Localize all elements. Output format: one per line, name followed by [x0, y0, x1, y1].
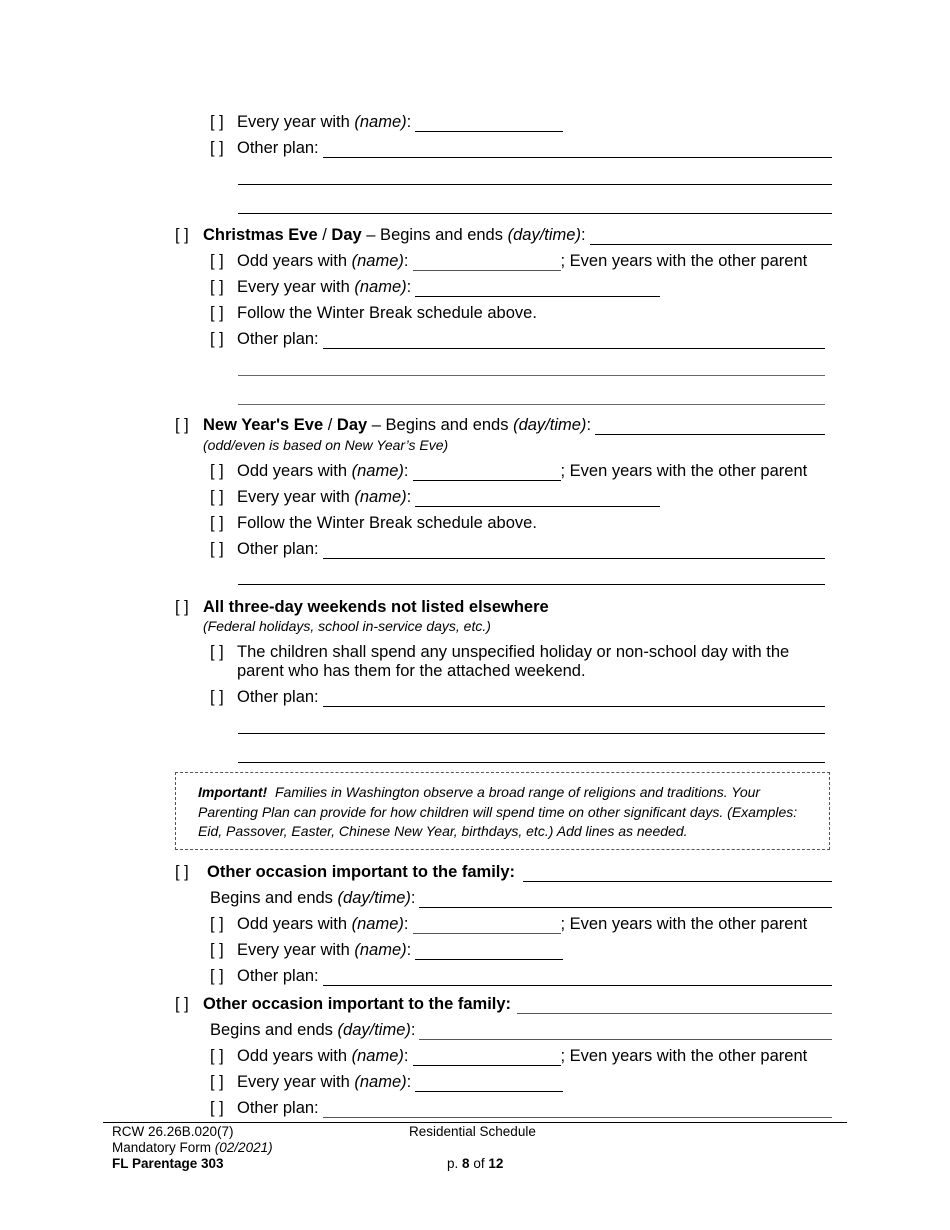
page-total: 12 [488, 1156, 504, 1171]
follow-winter-option [210, 513, 537, 533]
slash: / [327, 416, 333, 434]
important-notice [175, 772, 830, 850]
colon: : [406, 278, 412, 296]
colon: : [403, 462, 409, 480]
day-time-field[interactable] [419, 891, 832, 908]
name-hint: (name) [351, 252, 404, 270]
other-plan-field[interactable] [323, 969, 832, 986]
option-label: Every year with [237, 113, 350, 131]
unspecified-holiday-option-cont [237, 661, 586, 681]
even-years-text: ; Even years with the other parent [560, 252, 808, 270]
other-plan-field[interactable] [323, 690, 825, 707]
slash: / [322, 226, 327, 244]
option-label: Every year with [237, 488, 350, 506]
writing-line[interactable] [238, 584, 825, 585]
odd-years-option [210, 914, 807, 934]
writing-line[interactable] [238, 762, 825, 763]
follow-winter-option [210, 303, 537, 323]
day-time-hint: (day/time) [513, 416, 587, 434]
name-hint: (name) [351, 915, 404, 933]
option-label: Odd years with [237, 915, 348, 933]
name-field[interactable] [415, 943, 563, 960]
footer-date: (02/2021) [214, 1140, 273, 1155]
begins-ends-label: Begins and ends [210, 889, 333, 907]
day-time-field[interactable] [590, 228, 832, 245]
writing-line[interactable] [238, 213, 832, 214]
important-text: Families in Washington observe a broad range of religions and traditions. Your Parenting Plan can provide for how children will spend time on other significant days. (Examples: Eid, Passover, Easter, Chinese New Year, birthdays, etc.) Add lines as needed. [198, 784, 798, 839]
option-label: Other plan: [237, 688, 319, 706]
christmas-title-a: Christmas Eve [203, 226, 318, 244]
name-field[interactable] [415, 1075, 563, 1092]
colon: : [406, 1073, 412, 1091]
day-time-hint: (day/time) [337, 889, 411, 907]
option-label: Odd years with [237, 252, 348, 270]
writing-line[interactable] [238, 404, 825, 405]
new-year-title-a: New Year's Eve [203, 416, 324, 434]
every-year-option [210, 940, 563, 960]
option-label: Follow the Winter Break schedule above. [237, 304, 537, 322]
colon: : [403, 252, 409, 270]
three-day-note: (Federal holidays, school in-service days, etc.) [203, 618, 491, 634]
occasion-name-field[interactable] [517, 997, 832, 1014]
option-label: Other plan: [237, 967, 319, 985]
writing-line[interactable] [238, 733, 825, 734]
christmas-section-header [175, 225, 832, 245]
writing-line[interactable] [238, 184, 832, 185]
footer-page-number [447, 1156, 503, 1172]
checkbox[interactable]: [ ] [210, 1047, 224, 1065]
other-plan-field[interactable] [323, 141, 832, 158]
colon: : [410, 889, 416, 907]
checkbox[interactable]: [ ] [175, 863, 189, 881]
checkbox[interactable]: [ ] [210, 462, 224, 480]
christmas-title-b: Day [331, 226, 362, 244]
occasion-name-field[interactable] [523, 865, 832, 882]
name-field[interactable] [415, 490, 660, 507]
checkbox[interactable]: [ ] [210, 252, 224, 270]
name-hint: (name) [354, 113, 407, 131]
name-field[interactable] [413, 1049, 561, 1066]
name-field[interactable] [413, 464, 561, 481]
name-field[interactable] [413, 917, 561, 934]
day-time-hint: (day/time) [337, 1021, 411, 1039]
name-hint: (name) [351, 462, 404, 480]
checkbox[interactable]: [ ] [175, 226, 189, 244]
checkbox[interactable]: [ ] [210, 113, 224, 131]
other-plan-field[interactable] [323, 332, 825, 349]
other-plan-field[interactable] [323, 1101, 832, 1118]
checkbox[interactable]: [ ] [210, 139, 224, 157]
colon: : [586, 416, 592, 434]
other-occasion-header [175, 994, 832, 1014]
option-label: Odd years with [237, 462, 348, 480]
footer-mandatory-label: Mandatory Form [112, 1140, 212, 1155]
other-plan-option [210, 138, 832, 158]
checkbox[interactable]: [ ] [210, 278, 224, 296]
page-of: of [473, 1156, 485, 1171]
option-label: Every year with [237, 941, 350, 959]
option-label: Follow the Winter Break schedule above. [237, 514, 537, 532]
odd-years-option [210, 1046, 807, 1066]
other-plan-field[interactable] [323, 542, 825, 559]
checkbox[interactable]: [ ] [175, 416, 189, 434]
checkbox[interactable]: [ ] [175, 995, 189, 1013]
other-plan-option [210, 966, 832, 986]
important-lead: Important! [198, 784, 268, 800]
colon: : [403, 1047, 409, 1065]
colon: : [406, 488, 412, 506]
other-plan-option [210, 1098, 832, 1118]
colon: : [410, 1021, 416, 1039]
name-hint: (name) [354, 941, 407, 959]
option-label: Every year with [237, 1073, 350, 1091]
footer-title: Residential Schedule [409, 1124, 536, 1139]
name-field[interactable] [415, 115, 563, 132]
checkbox[interactable]: [ ] [210, 540, 224, 558]
even-years-text: ; Even years with the other parent [560, 915, 808, 933]
begins-ends-label: – Begins and ends [366, 226, 503, 244]
colon: : [406, 113, 412, 131]
every-year-option [210, 112, 563, 132]
checkbox[interactable]: [ ] [210, 488, 224, 506]
odd-years-option [210, 461, 807, 481]
begins-ends-label: – Begins and ends [371, 416, 509, 434]
even-years-text: ; Even years with the other parent [560, 462, 808, 480]
option-label: Other plan: [237, 330, 319, 348]
day-time-hint: (day/time) [507, 226, 581, 244]
colon: : [403, 915, 409, 933]
footer-mandatory [112, 1140, 273, 1156]
checkbox[interactable]: [ ] [210, 915, 224, 933]
day-time-field[interactable] [419, 1023, 832, 1040]
other-plan-option [210, 329, 825, 349]
checkbox[interactable]: [ ] [210, 643, 224, 661]
checkbox[interactable]: [ ] [210, 941, 224, 959]
begins-ends-row [210, 1020, 832, 1040]
footer-form-id: FL Parentage 303 [112, 1156, 224, 1171]
new-year-section-header [175, 415, 825, 435]
colon: : [580, 226, 586, 244]
other-plan-option [210, 687, 825, 707]
name-hint: (name) [354, 488, 407, 506]
every-year-option [210, 487, 660, 507]
option-label: Other plan: [237, 540, 319, 558]
even-years-text: ; Even years with the other parent [560, 1047, 808, 1065]
other-occasion-title: Other occasion important to the family: [207, 863, 516, 881]
begins-ends-row [210, 888, 832, 908]
other-plan-option [210, 539, 825, 559]
every-year-option [210, 277, 660, 297]
name-hint: (name) [354, 1073, 407, 1091]
checkbox[interactable]: [ ] [210, 304, 224, 322]
checkbox[interactable]: [ ] [210, 688, 224, 706]
new-year-note: (odd/even is based on New Year’s Eve) [203, 437, 449, 453]
day-time-field[interactable] [595, 418, 825, 435]
writing-line[interactable] [238, 375, 825, 376]
option-label: The children shall spend any unspecified holiday or non-school day with the [237, 643, 790, 661]
new-year-title-b: Day [336, 416, 368, 434]
odd-years-option [210, 251, 807, 271]
checkbox[interactable]: [ ] [175, 598, 189, 616]
name-hint: (name) [354, 278, 407, 296]
other-occasion-header [175, 862, 832, 882]
checkbox[interactable]: [ ] [210, 1073, 224, 1091]
checkbox[interactable]: [ ] [210, 967, 224, 985]
every-year-option [210, 1072, 563, 1092]
name-field[interactable] [413, 254, 561, 271]
option-label: Odd years with [237, 1047, 348, 1065]
checkbox[interactable]: [ ] [210, 514, 224, 532]
colon: : [406, 941, 412, 959]
page-current: 8 [462, 1156, 470, 1171]
name-field[interactable] [415, 280, 660, 297]
other-occasion-title: Other occasion important to the family: [203, 995, 512, 1013]
checkbox[interactable]: [ ] [210, 330, 224, 348]
option-label: Other plan: [237, 1099, 319, 1117]
begins-ends-label: Begins and ends [210, 1021, 333, 1039]
footer-rcw: RCW 26.26B.020(7) [112, 1124, 234, 1139]
three-day-title: All three-day weekends not listed elsewhere [203, 598, 549, 616]
checkbox[interactable]: [ ] [210, 1099, 224, 1117]
option-label: parent who has them for the attached weekend. [237, 662, 586, 680]
footer-divider [103, 1122, 847, 1123]
three-day-section-header [175, 597, 549, 617]
page-prefix: p. [447, 1156, 459, 1171]
option-label: Other plan: [237, 139, 319, 157]
name-hint: (name) [351, 1047, 404, 1065]
option-label: Every year with [237, 278, 350, 296]
unspecified-holiday-option [210, 642, 789, 662]
